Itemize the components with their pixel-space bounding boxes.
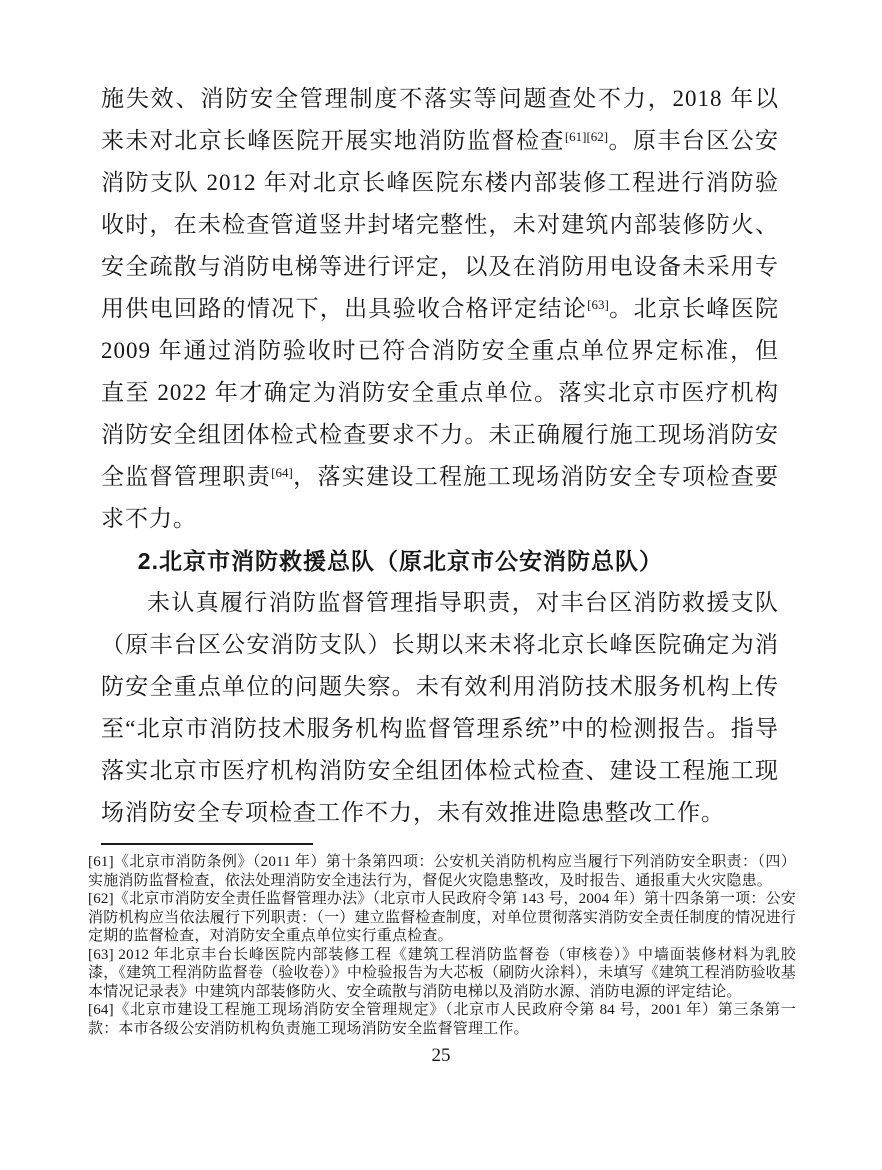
footnotes-section: [88, 853, 796, 1038]
footnote-ref: [64]: [271, 465, 293, 480]
page-number: 25: [431, 1045, 451, 1066]
footnote: [64]《北京市建设工程施工现场消防安全管理规定》（北京市人民政府令第 84 号，2001 年）第三条第一款：本市各级公安消防机构负责施工现场消防安全监督管理工作。: [88, 1002, 796, 1037]
section-heading: 2.北京市消防救援总队（原北京市公安消防总队）: [137, 548, 663, 574]
footnote: [63] 2012 年北京丰台长峰医院内部装修工程《建筑工程消防监督卷（审核卷）》中墙面装修材料为乳胶漆，《建筑工程消防监督卷（验收卷）》中检验报告为大芯板（刷防火涂料），未填写《建筑工程消防验收基本情况记录表》中建筑内部装修防火、安全疏散与消防电梯以及消防水源、消防电源的评定结论。: [88, 946, 796, 1000]
footnote: [61]《北京市消防条例》（2011 年）第十条第四项：公安机关消防机构应当履行下列消防安全职责：（四）实施消防监督检查，依法处理消防安全违法行为，督促火灾隐患整改，及时报告、通报重大火灾隐患。: [88, 854, 796, 889]
footnote-separator: [101, 843, 313, 845]
footnote-ref: [63]: [587, 297, 609, 312]
footnote: [62]《北京市消防安全责任监督管理办法》（北京市人民政府令第 143 号，2004 年）第十四条第一项：公安消防机构应当依法履行下列职责：（一）建立监督检查制度，对单位贯彻落实消防安全责任制度的情况进行定期的监督检查，对消防安全重点单位实行重点检查。: [88, 891, 796, 944]
body-paragraph-continuation: 施失效、消防安全管理制度不落实等问题查处不力，2018 年以来未对北京长峰医院开展实地消防监督检查[61][62]。原丰台区公安消防支队 2012 年对北京长峰医院东楼内部装修工程进行消防验收时，在未检查管道竖井封堵完整性，未对建筑内部装修防火、安全疏散与消防电梯等进行评定，以及在消防用电设备未采用专用供电回路的情况下，出具验收合格评定结论[63]。北京长峰医院 2009 年通过消防验收时已符合消防安全重点单位界定标准，但直至 2022 年才确定为消防安全重点单位。落实北京市医疗机构消防安全组团体检式检查要求不力。未正确履行施工现场消防安全监督管理职责[64]，落实建设工程施工现场消防安全专项检查要求不力。: [101, 86, 780, 531]
body-paragraph-main: 未认真履行消防监督管理指导职责，对丰台区消防救援支队（原丰台区公安消防支队）长期以来未将北京长峰医院确定为消防安全重点单位的问题失察。未有效利用消防技术服务机构上传至“北京市消防技术服务机构监督管理系统”中的检测报告。指导落实北京市医疗机构消防安全组团体检式检查、建设工程施工现场消防安全专项检查工作不力，未有效推进隐患整改工作。: [101, 590, 779, 825]
footnote-ref: [61][62]: [564, 129, 609, 144]
document-body: [101, 78, 779, 834]
